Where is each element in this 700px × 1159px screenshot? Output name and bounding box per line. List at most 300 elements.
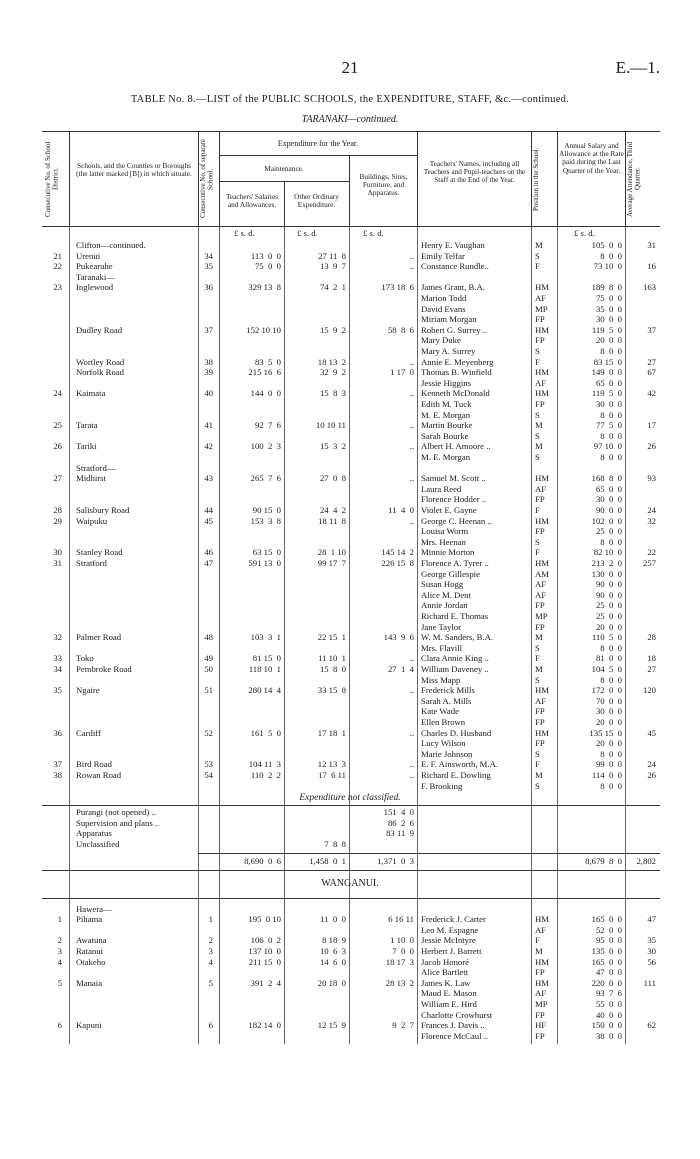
cell-p: FP [535,621,545,632]
cell-t: Jacob Honoré [421,956,470,967]
col-rule [417,131,418,227]
cell-t: M. E. Morgan [421,452,471,462]
cell-t: Lucy Wilson [421,738,466,749]
cell-sal: 65 0 0 [595,377,622,388]
col-header-annual-salary: Annual Salary and Allowance at the Rate paid during the Last Quarter of the Year. [559,141,624,175]
cell-p: S [535,536,540,547]
cell-att: 18 [647,653,656,664]
cell-t: Jane Taylor [421,621,462,632]
cell-sal: 8 0 0 [600,346,622,356]
table-row [0,706,700,717]
cell-t: Florence A. Tyrer .. [421,558,489,568]
cell-sal: 95 0 0 [595,935,622,946]
cell-oe: 10 10 11 [315,420,346,431]
cell-p: M [535,664,543,674]
cell-b: 173 18 6 [381,282,414,293]
cell-t: Louisa Worm [421,526,469,537]
cell-sal: 25 0 0 [595,600,622,611]
cell-n: 37 [204,324,213,335]
table-row [0,420,700,431]
cell-t: Florence Hodder .. [421,494,487,505]
cell-p: M [535,441,543,452]
cell-s: Pembroke Road [76,664,132,674]
cell-sal: 30 0 0 [595,706,622,717]
table-row [0,807,700,818]
cell-b: 1,371 0 3 [377,855,414,866]
cell-oe: 8 18 9 [322,935,346,946]
cell-att: 120 [642,685,656,696]
cell-p: AF [535,483,547,494]
cell-oe: 27 11 8 [318,250,346,261]
cell-t: George C. Heenan .. [421,515,492,526]
cell-oe: 74 2 1 [319,282,346,293]
table-row [0,463,700,474]
cell-ts: 195 0 10 [248,914,281,925]
cell-d: 34 [53,664,62,674]
cell-sal: 105 0 0 [591,240,622,250]
cell-s: Tarata [76,420,98,431]
cell-sal: 213 2 0 [591,558,622,568]
cell-oe: 33 15 8 [317,685,346,696]
cell-att: 37 [647,324,656,335]
cell-p: AF [535,293,547,303]
cell-sal: 93 7 6 [595,988,622,999]
table-row [0,526,700,537]
table-row [0,357,700,368]
cell-att: 22 [647,547,656,558]
table-title: TABLE No. 8.—LIST of the PUBLIC SCHOOLS, the EXPENDITURE, STAFF, &c.—continued. [130,94,570,105]
wanganui-title: WANGANUI. [321,877,379,889]
table-row [0,346,700,357]
table-row [0,452,700,463]
currency-units-b: £ s. d. [363,228,384,238]
cell-d: 24 [53,388,62,399]
page-code: E.—1. [615,58,660,77]
cell-sal: 65 0 0 [595,483,622,494]
cell-p: HM [535,367,549,378]
cell-p: F [535,759,540,770]
cell-att: 26 [647,441,656,452]
cell-d: 33 [53,653,62,664]
table-row [0,494,700,505]
cell-s: Rowan Road [76,770,122,780]
cell-ts: 81 15 0 [252,653,281,664]
cell-s: Stratford— [76,462,116,473]
cell-p: AF [535,589,547,600]
table-row [0,946,700,957]
cell-sal: 165 0 0 [591,956,622,967]
cell-oe: 18 11 8 [318,515,346,526]
cell-sal: 35 0 0 [595,303,622,314]
cell-b: 1 17 0 [390,367,414,378]
cell-s: Norfolk Road [76,367,125,378]
cell-d: 4 [57,956,62,967]
cell-sal: 119 5 0 [591,388,622,399]
wanganui-col-rule [557,899,558,1045]
table-row [0,282,700,293]
cell-t: George Gillespie [421,568,480,579]
cell-t: Marion Todd [421,293,467,303]
cell-d: 25 [53,420,62,431]
cell-b: .. [409,261,414,272]
cell-n: 54 [204,770,213,780]
cell-s: Stanley Road [76,547,123,558]
table-row [0,516,700,527]
table-row [0,251,700,262]
cell-sal: 8 0 0 [600,674,622,685]
cell-p: AF [535,988,547,999]
wanganui-col-rule [198,899,199,1045]
cell-t: Frederick Mills [421,685,475,696]
cell-n: 43 [204,473,213,484]
col-rule [557,131,558,227]
cell-s: Manaia [76,977,103,988]
cell-sal: 20 0 0 [595,621,622,632]
table-row [0,537,700,548]
cell-att: 24 [647,505,656,515]
cell-att: 24 [647,759,656,770]
table-row [0,914,700,925]
cell-p: FP [535,399,545,409]
cell-s: Cardiff [76,727,101,738]
cell-att: 93 [647,473,656,484]
cell-p: S [535,780,540,791]
table-row [0,818,700,829]
cell-t: Laura Reed [421,483,462,494]
cell-d: 6 [57,1020,62,1031]
cell-p: S [535,748,540,759]
table-row [0,410,700,421]
cell-b: 28 13 2 [385,977,414,988]
cell-p: FP [535,717,545,727]
cell-sal: 130 0 0 [591,568,622,579]
cell-n: 38 [204,356,213,367]
cell-oe: 15 9 2 [319,324,346,335]
wanganui-col-rule [531,899,532,1045]
table-row [0,622,700,633]
cell-n: 36 [204,282,213,293]
cell-ts: 8,690 0 6 [244,855,281,866]
cell-sal: 189 8 0 [591,282,622,293]
cell-ts: 104 11 3 [248,759,281,770]
cell-s: Stratford [76,558,107,568]
table-row [0,600,700,611]
cell-ts: 110 2 2 [250,770,281,780]
table-row [0,378,700,389]
cell-sal: 30 0 0 [595,314,622,325]
cell-att: 45 [647,727,656,738]
cell-t: Clara Annie King .. [421,653,489,664]
cell-n: 2 [208,935,213,946]
cell-t: Florence McCaul .. [421,1030,489,1041]
cell-t: Marie Johnson [421,748,473,759]
cell-oe: 1,458 0 1 [309,855,346,866]
table-row [0,261,700,272]
cell-sal: 149 0 0 [591,367,622,378]
cell-oe: 28 1 10 [317,547,346,558]
cell-sal: 73 10 0 [593,261,622,272]
table-row [0,828,700,839]
table-row [0,643,700,654]
table-row [0,611,700,622]
cell-n: 39 [204,367,213,378]
cell-t: Alice M. Dent [421,589,471,600]
cell-b: 27 1 4 [387,664,414,674]
currency-units-sal: £ s. d. [574,228,595,238]
cell-n: 49 [204,653,213,664]
cell-ts: 329 13 8 [248,282,281,293]
cell-d: 35 [53,685,62,696]
cell-t: Kenneth McDonald [421,388,490,399]
cell-d: 23 [53,282,62,293]
cell-att: 30 [647,946,656,956]
cell-s: Pukearuhe [76,261,113,272]
table-row [0,925,700,936]
cell-ts: 161 5 0 [250,727,281,738]
cell-d: 3 [57,946,62,956]
wanganui-top-rule [42,898,660,899]
cell-b: .. [409,356,414,367]
cell-p: FP [535,967,545,978]
cell-sal: 20 0 0 [595,717,622,727]
cell-p: S [535,409,540,420]
table-row [0,935,700,946]
cell-ts: 182 14 0 [248,1020,281,1031]
cell-n: 44 [204,505,213,515]
cell-b: 145 14 2 [381,547,414,558]
cell-ts: 103 3 1 [250,632,281,643]
cell-t: Charles D. Husband [421,727,492,738]
cell-n: 47 [204,558,213,568]
cell-sal: 8 0 0 [600,250,622,261]
cell-sal: 70 0 0 [595,695,622,706]
cell-t: Constance Rundle.. [421,261,489,272]
cell-t: Maud E. Mason [421,988,477,999]
table-row [0,685,700,696]
table-row [0,569,700,580]
cell-sal: 135 15 0 [589,727,622,738]
cell-att: 27 [647,664,656,674]
cell-t: Minnie Morton [421,547,475,558]
cell-t: Jessie McIntyre [421,935,476,946]
cell-sal: 83 15 0 [593,356,622,367]
cell-att: 163 [642,282,656,293]
cell-s: Toko [76,653,94,664]
col-header-buildings: Buildings, Sites, Furniture, and Apparatus. [359,172,408,198]
cell-t: Emily Telfar [421,250,465,261]
cell-t: Richard E. Dowling [421,770,491,780]
cell-oe: 27 0 8 [319,473,346,484]
cell-att: 62 [647,1020,656,1031]
cell-sal: 165 0 0 [591,914,622,925]
cell-b: .. [409,388,414,399]
cell-att: 35 [647,935,656,946]
cell-p: S [535,250,540,261]
cell-b: .. [409,441,414,452]
cell-ts: 152 10 10 [246,324,281,335]
cell-p: HM [535,727,549,738]
cell-p: F [535,653,540,664]
col-header-teachers-names: Teachers' Names, including all Teachers and Pupil-teachers on the Staff at the End of the Year. [423,159,526,185]
cell-s: Bird Road [76,759,112,770]
cell-p: FP [535,335,545,346]
cell-att: 26 [647,770,656,780]
cell-d: 29 [53,515,62,526]
table-row [0,728,700,739]
cell-att: 27 [647,356,656,367]
cell-b: .. [409,759,414,770]
cell-ts: 211 15 0 [248,956,281,967]
table-row [0,441,700,452]
cell-b: 151 4 0 [383,807,414,818]
cell-s: Tariki [76,441,97,452]
cell-t: Ellen Brown [421,717,466,727]
cell-oe: 15 8 3 [319,388,346,399]
cell-t: Leo M. Espagne [421,924,479,935]
cell-ts: 280 14 4 [248,685,281,696]
cell-att: 42 [647,388,656,399]
cell-d: 27 [53,473,62,484]
expenditure-rule [219,155,417,156]
cell-p: AF [535,579,547,590]
region-title: TARANAKI—continued. [301,114,399,125]
cell-p: AF [535,924,547,935]
cell-t: Miss Mapp [421,674,461,685]
cell-oe: 24 4 2 [319,505,346,515]
cell-sal: 8 0 0 [600,642,622,653]
cell-b: 86 2 6 [387,817,414,828]
cell-sal: 30 0 0 [595,399,622,409]
table-row [0,399,700,410]
cell-oe: 12 13 3 [317,759,346,770]
header-bottom-rule [42,226,660,227]
cell-t: Mrs. Flavill [421,642,463,653]
cell-d: 37 [53,759,62,770]
currency-units-row [0,228,700,239]
cell-d: 31 [53,558,62,568]
cell-sal: 75 0 0 [595,293,622,303]
cell-t: Richard E. Thomas [421,611,489,621]
cell-sal: 81 0 0 [595,653,622,664]
cell-t: Martin Bourke [421,420,473,431]
cell-t: Annie Jordan [421,600,468,611]
cell-sal: 90 0 0 [595,589,622,600]
cell-t: William Daveney .. [421,664,489,674]
table-row [0,272,700,283]
cell-oe: 32 9 2 [319,367,346,378]
cell-b: 18 17 3 [385,956,414,967]
cell-att: 47 [647,914,656,925]
table-row [0,367,700,378]
col-header-other-expenditure: Other Ordinary Expenditure. [294,192,339,210]
cell-sal: 55 0 0 [595,999,622,1009]
table-row [0,957,700,968]
cell-b: 1 10 0 [390,935,414,946]
wanganui-col-rule [284,899,285,1045]
cell-p: F [535,356,540,367]
cell-t: E. F. Ainsworth, M.A. [421,759,499,770]
cell-b: 6 16 11 [388,914,414,925]
wanganui-col-rule [349,899,350,1045]
table-row [0,781,700,792]
cell-b: 143 9 6 [383,632,414,643]
cell-ts: 215 16 6 [248,367,281,378]
cell-p: MP [535,303,548,314]
cell-ts: 90 15 0 [252,505,281,515]
cell-s: Ngaire [76,685,100,696]
cell-oe: 15 8 0 [319,664,346,674]
cell-p: M [535,240,543,250]
cell-ts: 118 10 1 [248,664,281,674]
cell-sal: 47 0 0 [595,967,622,978]
cell-oe: 11 10 1 [318,653,346,664]
cell-d: 32 [53,632,62,643]
cell-s: Dudley Road [76,324,123,335]
cell-s: Kaimata [76,388,106,399]
header-top-rule [42,131,660,132]
page-number: 21 [341,58,359,77]
cell-s: Ratanui [76,946,104,956]
cell-sal: 220 0 0 [591,977,622,988]
cell-b: 226 15 8 [381,558,414,568]
cell-p: FP [535,314,545,325]
cell-oe: 12 15 9 [317,1020,346,1031]
cell-b: .. [409,685,414,696]
cell-t: Herbert J. Barrett [421,946,482,956]
cell-t: James Grant, B.A. [421,282,485,293]
currency-units-oe: £ s. d. [297,228,318,238]
cell-sal: 119 5 0 [591,324,622,335]
cell-p: F [535,261,540,272]
cell-att: 67 [647,367,656,378]
col-rule [69,131,70,227]
totals-values [0,856,700,867]
cell-sal: 8 0 0 [600,452,622,462]
cell-n: 6 [208,1020,213,1031]
cell-p: S [535,642,540,653]
cell-sal: 8,679 8 0 [585,855,622,866]
cell-t: Samuel M. Scott .. [421,473,486,484]
table-row [0,632,700,643]
cell-att: 257 [642,558,656,568]
cell-p: S [535,346,540,356]
cell-d: 1 [57,914,62,925]
cell-b: .. [409,727,414,738]
cell-sal: 25 0 0 [595,611,622,621]
cell-ts: 153 3 8 [250,515,281,526]
cell-sal: 102 0 0 [591,515,622,526]
currency-units-ts: £ s. d. [234,228,255,238]
cell-t: Annie E. Meyenberg [421,356,494,367]
cell-oe: 7 8 8 [324,839,346,849]
table-row [0,770,700,781]
cell-t: William E. Hird [421,999,477,1009]
table-row [0,978,700,989]
cell-p: HM [535,558,549,568]
cell-t: Sarah Bourke [421,430,469,441]
cell-d: 28 [53,505,62,515]
cell-p: M [535,946,543,956]
cell-t: Charlotte Crowhurst [421,1009,493,1020]
cell-sal: 82 10 0 [593,547,622,558]
cell-oe: 10 6 3 [319,946,346,956]
cell-oe: 11 0 0 [320,914,346,925]
table-row [0,664,700,675]
wanganui-col-rule [219,899,220,1045]
table-row [0,325,700,336]
cell-t: Alice Bartlett [421,967,469,978]
cell-sal: 20 0 0 [595,738,622,749]
